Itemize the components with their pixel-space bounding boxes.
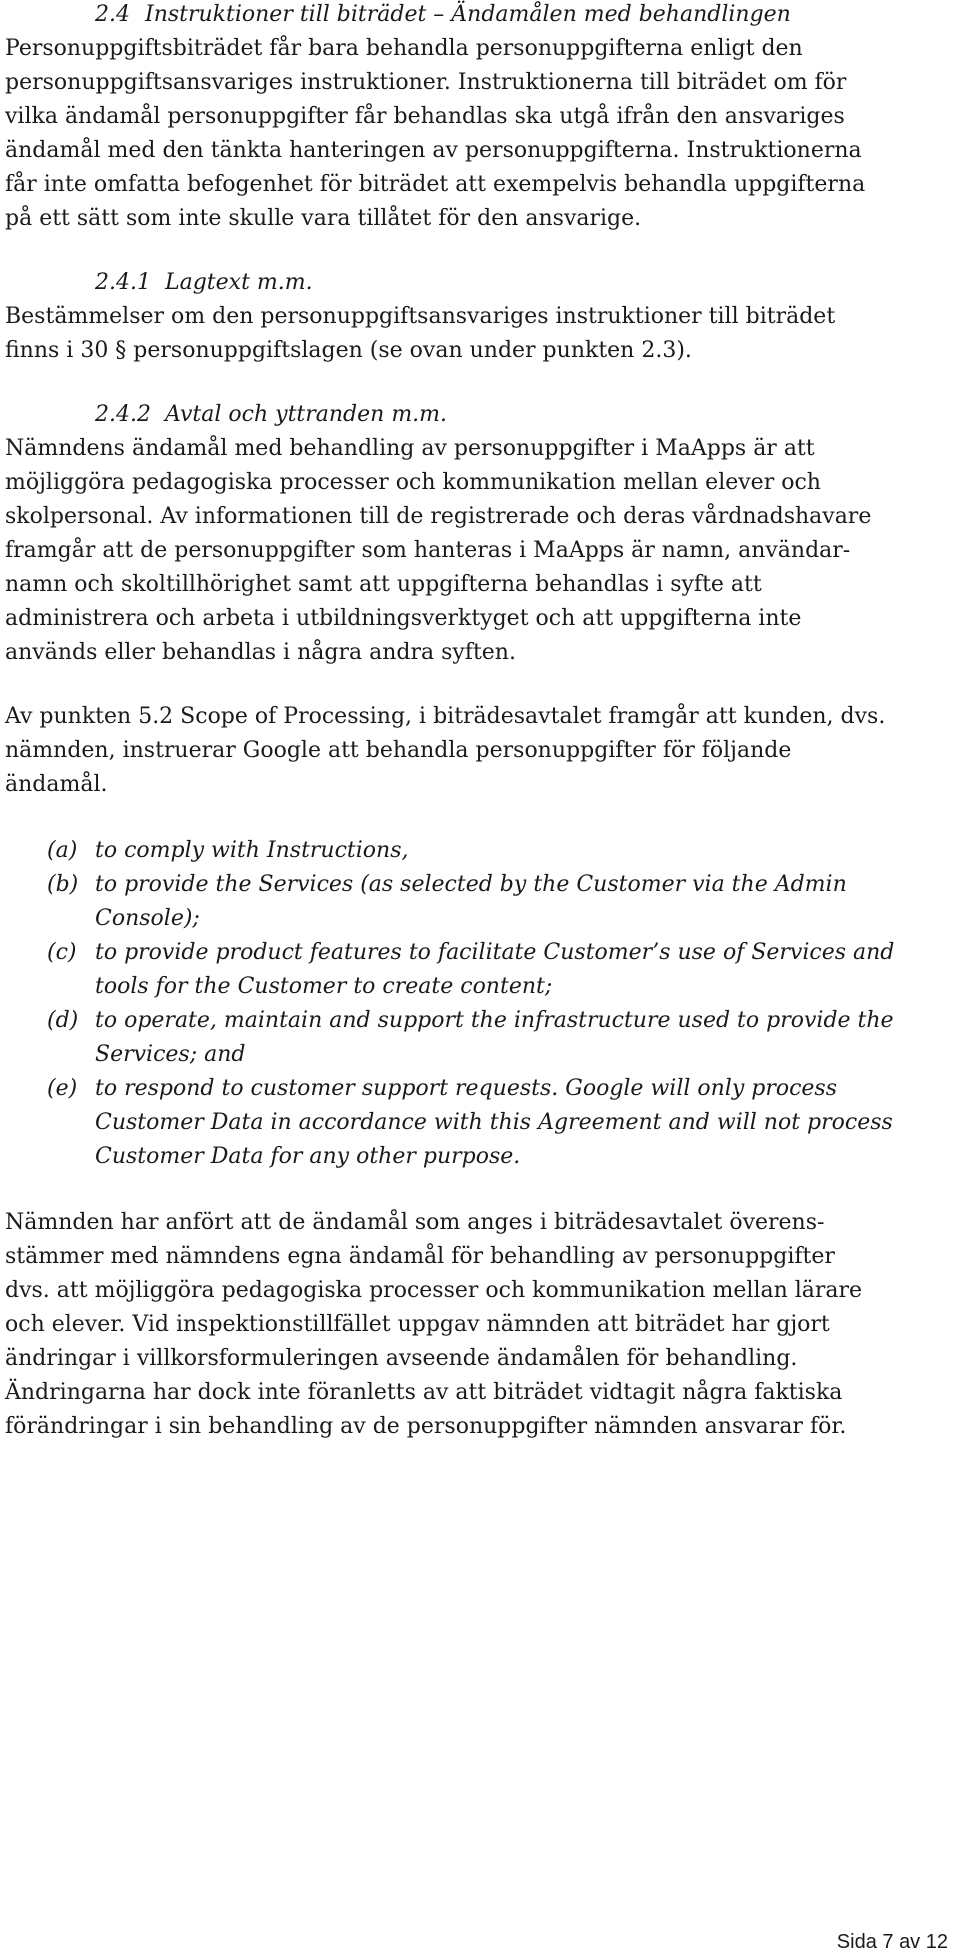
paragraph-line: administrera och arbeta i utbildningsverktyget och att uppgifterna inte <box>5 606 802 631</box>
paragraph-line: vilka ändamål personuppgifter får behandlas ska utgå ifrån den ansvariges <box>5 104 845 129</box>
paragraph-line: på ett sätt som inte skulle vara tillåtet för den ansvarige. <box>5 206 642 231</box>
paragraph-line: Nämndens ändamål med behandling av personuppgifter i MaApps är att <box>5 436 815 461</box>
list-label: (e) <box>47 1076 78 1101</box>
list-text: to operate, maintain and support the infrastructure used to provide the <box>95 1008 894 1033</box>
section-heading-2-4-2 <box>95 404 447 426</box>
paragraph-line: ändringar i villkorsformuleringen avseende ändamålen för behandling. <box>5 1346 798 1371</box>
list-item <box>47 840 409 862</box>
list-item <box>47 874 847 896</box>
section-heading-2-4-1 <box>95 272 313 294</box>
paragraph-line: finns i 30 § personuppgiftslagen (se ovan under punkten 2.3). <box>5 338 692 363</box>
paragraph-line: Av punkten 5.2 Scope of Processing, i biträdesavtalet framgår att kunden, dvs. <box>5 704 886 729</box>
paragraph-line: möjliggöra pedagogiska processer och kommunikation mellan elever och <box>5 470 821 495</box>
list-text-continued: Services; and <box>95 1042 246 1067</box>
list-text: to provide product features to facilitate Customer’s use of Services and <box>95 940 895 965</box>
list-label: (b) <box>47 872 79 897</box>
paragraph-line: framgår att de personuppgifter som hanteras i MaApps är namn, användar- <box>5 538 851 563</box>
paragraph-line: namn och skoltillhörighet samt att uppgifterna behandlas i syfte att <box>5 572 762 597</box>
section-number: 2.4.2 <box>95 402 151 427</box>
list-text-continued: Customer Data in accordance with this Agreement and will not process <box>95 1110 893 1135</box>
section-title: Lagtext m.m. <box>165 270 313 295</box>
section-number: 2.4 <box>95 2 130 27</box>
list-text: to comply with Instructions, <box>95 838 409 863</box>
list-text-continued: Customer Data for any other purpose. <box>95 1144 521 1169</box>
list-label: (a) <box>47 838 78 863</box>
section-number: 2.4.1 <box>95 270 151 295</box>
section-title: Instruktioner till biträdet – Ändamålen med behandlingen <box>145 2 791 27</box>
paragraph-line: förändringar i sin behandling av de personuppgifter nämnden ansvarar för. <box>5 1414 847 1439</box>
paragraph-line: Bestämmelser om den personuppgiftsansvariges instruktioner till biträdet <box>5 304 836 329</box>
paragraph-line: Nämnden har anfört att de ändamål som anges i biträdesavtalet överens- <box>5 1210 825 1235</box>
section-title: Avtal och yttranden m.m. <box>165 402 448 427</box>
list-item <box>47 1078 837 1100</box>
paragraph-line: ändamål med den tänkta hanteringen av personuppgifterna. Instruktionerna <box>5 138 862 163</box>
paragraph-line: Ändringarna har dock inte föranletts av att biträdet vidtagit några faktiska <box>5 1380 843 1405</box>
list-item <box>47 1010 894 1032</box>
paragraph-line: skolpersonal. Av informationen till de registrerade och deras vårdnadshavare <box>5 504 872 529</box>
page-number: Sida 7 av 12 <box>836 1931 948 1953</box>
list-text-continued: tools for the Customer to create content; <box>95 974 553 999</box>
paragraph-line: Personuppgiftsbiträdet får bara behandla personuppgifterna enligt den <box>5 36 803 61</box>
paragraph-line: används eller behandlas i några andra syften. <box>5 640 516 665</box>
list-text: to provide the Services (as selected by the Customer via the Admin <box>95 872 847 897</box>
paragraph-line: dvs. att möjliggöra pedagogiska processer och kommunikation mellan lärare <box>5 1278 863 1303</box>
list-text-continued: Console); <box>95 906 200 931</box>
paragraph-line: stämmer med nämndens egna ändamål för behandling av personuppgifter <box>5 1244 835 1269</box>
list-item <box>47 942 894 964</box>
section-heading-2-4 <box>95 4 791 26</box>
list-label: (c) <box>47 940 77 965</box>
list-text: to respond to customer support requests. Google will only process <box>95 1076 838 1101</box>
list-label: (d) <box>47 1008 79 1033</box>
paragraph-line: och elever. Vid inspektionstillfället uppgav nämnden att biträdet har gjort <box>5 1312 830 1337</box>
paragraph-line: får inte omfatta befogenhet för biträdet att exempelvis behandla uppgifterna <box>5 172 866 197</box>
paragraph-line: nämnden, instruerar Google att behandla personuppgifter för följande <box>5 738 792 763</box>
paragraph-line: personuppgiftsansvariges instruktioner. Instruktionerna till biträdet om för <box>5 70 847 95</box>
paragraph-line: ändamål. <box>5 772 108 797</box>
